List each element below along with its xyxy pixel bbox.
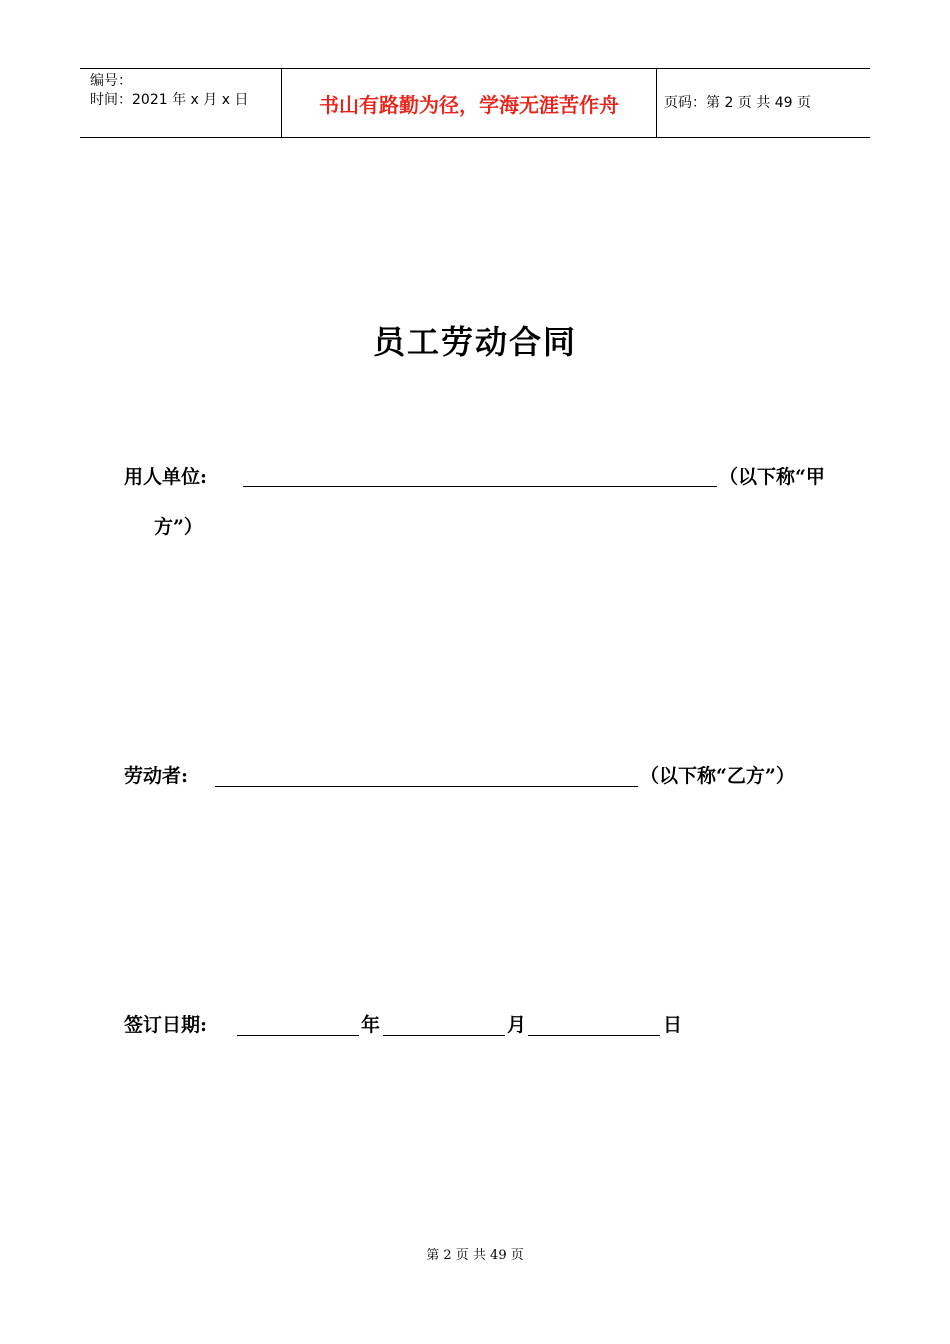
employer-suffix-line1: （以下称“甲 bbox=[719, 466, 825, 488]
document-header bbox=[80, 68, 870, 138]
worker-label: 劳动者: bbox=[124, 765, 189, 787]
worker-blank-line[interactable] bbox=[215, 786, 638, 787]
page-footer: 第 2 页 共 49 页 bbox=[426, 1248, 524, 1263]
document-time-label: 时间：2021 年 x 月 x 日 bbox=[90, 92, 249, 108]
employer-blank-line[interactable] bbox=[243, 486, 717, 487]
sign-month-label: 月 bbox=[507, 1014, 527, 1036]
sign-year-blank-line[interactable] bbox=[237, 1035, 359, 1036]
sign-day-blank-line[interactable] bbox=[528, 1035, 660, 1036]
sign-day-label: 日 bbox=[663, 1014, 683, 1036]
employer-label: 用人单位: bbox=[124, 466, 208, 488]
header-page-cell bbox=[656, 69, 870, 137]
document-number-label: 编号： bbox=[90, 73, 132, 89]
employer-suffix-line2: 方”） bbox=[154, 516, 203, 538]
header-info-cell bbox=[80, 69, 281, 137]
sign-year-label: 年 bbox=[361, 1014, 381, 1036]
motto-text: 书山有路勤为径，学海无涯苦作舟 bbox=[319, 93, 619, 117]
sign-date-label: 签订日期: bbox=[124, 1014, 208, 1036]
contract-title: 员工劳动合同 bbox=[372, 323, 577, 361]
sign-month-blank-line[interactable] bbox=[383, 1035, 505, 1036]
header-page-number: 页码：第 2 页 共 49 页 bbox=[664, 95, 811, 111]
worker-suffix: （以下称“乙方”） bbox=[640, 765, 795, 787]
header-motto-cell bbox=[281, 69, 657, 137]
